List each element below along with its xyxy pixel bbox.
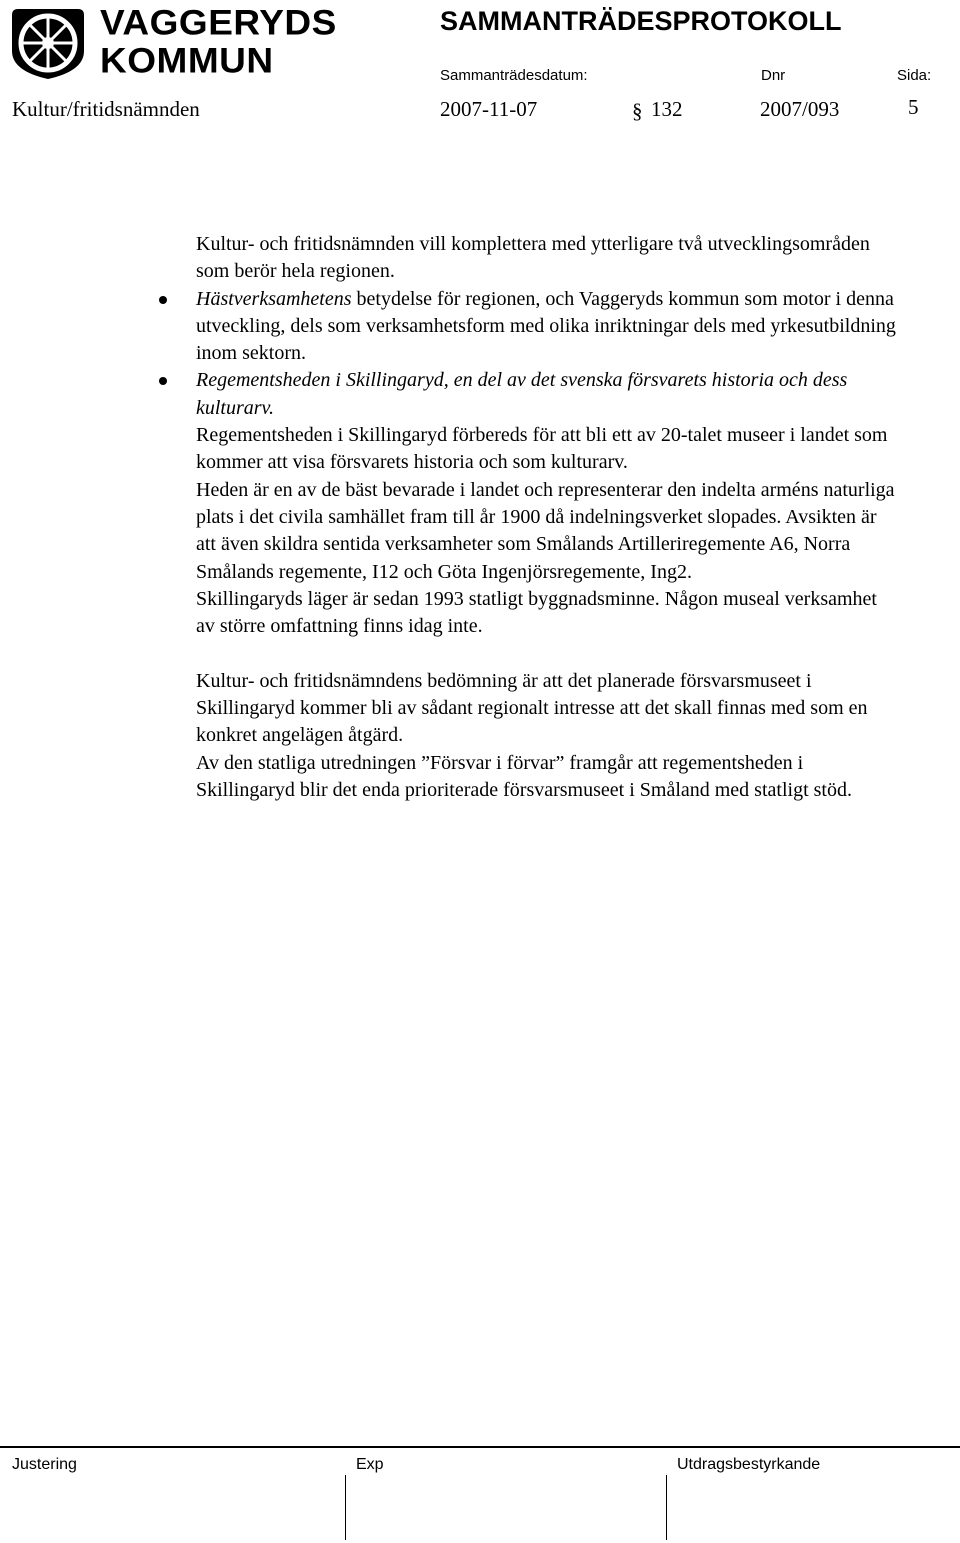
assessment-paragraph: Av den statliga utredningen ”Försvar i förvar” framgår att regementsheden i Skillingaryd blir det enda prioriterade försvarsmuseet i Småland med statligt stöd. — [196, 751, 852, 801]
body-paragraph: Heden är en av de bäst bevarade i landet och representerar den indelta arméns naturliga plats i det civila samhället fram till år 1900 då indelningsverket slopades. Avsikten är att även skildra sentida verksamheter som Smålands Artilleriregemente A6, Norra Smålands regemente, I12 och Göta Ingenjörsregemente, Ing2. — [196, 478, 895, 583]
bullet-list — [196, 286, 896, 422]
dnr-label: Dnr — [761, 67, 786, 84]
logo-text-line1: VAGGERYDS — [100, 3, 337, 43]
logo-text-line2: KOMMUN — [100, 41, 274, 81]
page-number: 5 — [908, 95, 919, 119]
body-paragraph: Regementsheden i Skillingaryd förbereds för att bli ett av 20-talet museer i landet som kommer att visa försvarets historia och som kulturarv. — [196, 424, 888, 474]
meeting-date: 2007-11-07 — [440, 97, 538, 121]
date-label: Sammanträdesdatum: — [440, 67, 588, 84]
document-title: SAMMANTRÄDESPROTOKOLL — [440, 6, 842, 36]
committee-name: Kultur/fritidsnämnden — [12, 97, 200, 121]
bullet-icon — [159, 296, 167, 304]
bullet-item — [196, 367, 896, 422]
intro-paragraph: Kultur- och fritidsnämnden vill komplettera med ytterligare två utvecklingsområden som berör hela regionen. — [196, 233, 870, 283]
footer-label-exp: Exp — [356, 1456, 384, 1473]
registration-number: 2007/093 — [760, 97, 840, 121]
bullet-item — [196, 286, 896, 368]
section-number: 132 — [651, 97, 683, 121]
wheel-emblem-icon — [8, 5, 88, 81]
bullet-emphasis: Regementsheden i Skillingaryd, en del av det svenska försvarets historia och dess kulturarv. — [196, 369, 848, 419]
bullet-emphasis: Hästverksamhetens — [196, 287, 352, 310]
body-paragraph: Skillingaryds läger är sedan 1993 statligt byggnadsminne. Någon museal verksamhet av större omfattning finns idag inte. — [196, 587, 877, 638]
footer-column-divider — [666, 1475, 667, 1540]
footer-label-justering: Justering — [12, 1456, 77, 1473]
footer-label-utdrag: Utdragsbestyrkande — [677, 1456, 821, 1473]
bullet-text: betydelse för regionen, och Vaggeryds kommun som motor i denna utveckling, dels som verksamhetsform med olika inriktningar dels med yrkesutbildning inom sektorn. — [196, 287, 896, 365]
municipality-logo — [8, 3, 337, 81]
assessment-paragraph: Kultur- och fritidsnämndens bedömning är att det planerade försvarsmuseet i Skillingaryd kommer bli av sådant regionalt intresse att det skall finnas med som en konkret angelägen åtgärd. — [196, 669, 868, 747]
page-label: Sida: — [897, 67, 932, 84]
document-body — [196, 231, 896, 804]
footer-divider — [0, 1446, 960, 1448]
footer-column-divider — [345, 1475, 346, 1540]
section-symbol: § — [632, 99, 643, 123]
bullet-icon — [159, 377, 167, 385]
